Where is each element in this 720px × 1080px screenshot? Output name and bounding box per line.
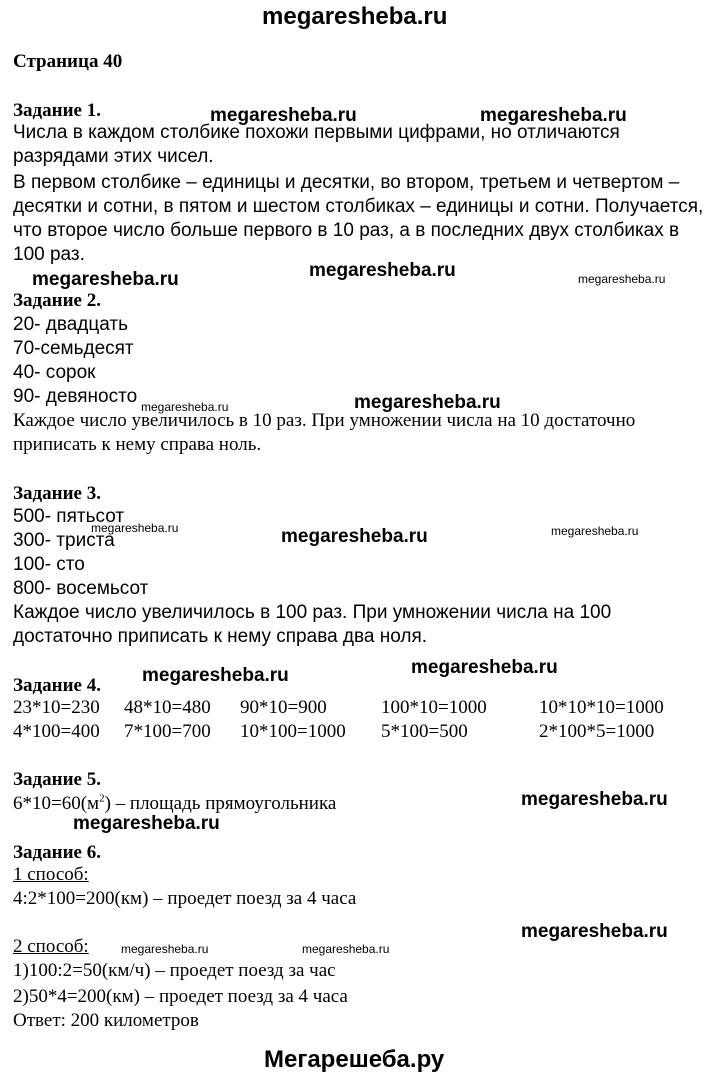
task1-line: разрядами этих чисел.	[13, 146, 214, 167]
task4-cell: 4*100=400	[13, 721, 100, 742]
task3-line: Каждое число увеличилось в 100 раз. При умножении числа на 100	[13, 602, 612, 623]
task3-line: достаточно приписать к нему справа два ноля.	[13, 626, 428, 647]
task6-way2: 2 способ:	[13, 936, 89, 957]
task4-cell: 10*100=1000	[240, 721, 346, 742]
watermark: megaresheba.ru	[32, 269, 179, 290]
task2-item: 90- девяносто	[13, 386, 138, 407]
task1-line: В первом столбике – единицы и десятки, во втором, третьем и четвертом –	[13, 172, 680, 193]
task3-item: 100- сто	[13, 554, 85, 575]
task4-cell: 5*100=500	[381, 721, 468, 742]
task2-item: 70-семьдесят	[13, 338, 134, 359]
task6-answer: Ответ: 200 километров	[13, 1010, 199, 1031]
task1-line: 100 раз.	[13, 244, 85, 265]
watermark: megaresheba.ru	[73, 813, 220, 834]
task3-item: 500- пятьсот	[13, 506, 125, 527]
site-header: megaresheba.ru	[262, 3, 448, 30]
task1-line: десятки и сотни, в пятом и шестом столбиках – единицы и сотни. Получается,	[13, 196, 704, 217]
task4-cell: 48*10=480	[124, 697, 211, 718]
task1-title: Задание 1.	[13, 100, 101, 121]
task6-title: Задание 6.	[13, 842, 101, 863]
watermark: megaresheba.ru	[142, 665, 289, 686]
watermark-small: megaresheba.ru	[91, 521, 179, 535]
task4-cell: 100*10=1000	[381, 697, 487, 718]
task6-way1-line: 4:2*100=200(км) – проедет поезд за 4 часа	[13, 888, 357, 909]
task5-expr: 6*10=60(м	[13, 793, 100, 814]
task2-title: Задание 2.	[13, 290, 101, 311]
task4-cell: 7*100=700	[124, 721, 211, 742]
watermark: megaresheba.ru	[521, 789, 668, 810]
task5-line	[13, 792, 336, 815]
task5-title: Задание 5.	[13, 769, 101, 790]
task3-item: 300- триста	[13, 530, 115, 551]
task4-cell: 23*10=230	[13, 697, 100, 718]
task6-way2-line: 2)50*4=200(км) – проедет поезд за 4 часа	[13, 986, 348, 1007]
task4-title: Задание 4.	[13, 675, 101, 696]
task6-way2-line: 1)100:2=50(км/ч) – проедет поезд за час	[13, 960, 336, 981]
watermark: megaresheba.ru	[411, 657, 558, 678]
task5-sup: 2	[99, 792, 105, 805]
watermark: megaresheba.ru	[354, 392, 501, 413]
task4-cell: 10*10*10=1000	[539, 697, 664, 718]
watermark-small: megaresheba.ru	[302, 942, 390, 956]
task6-way1: 1 способ:	[13, 864, 89, 885]
watermark-small: megaresheba.ru	[551, 524, 639, 538]
page-title: Страница 40	[13, 51, 123, 72]
watermark-small: megaresheba.ru	[578, 272, 666, 286]
task1-line: что второе число больше первого в 10 раз, а в последних двух столбиках в	[13, 220, 680, 241]
task4-cell: 2*100*5=1000	[539, 721, 655, 742]
task4-cell: 90*10=900	[240, 697, 327, 718]
watermark: megaresheba.ru	[480, 105, 627, 126]
site-footer: Мегарешеба.ру	[264, 1046, 445, 1073]
watermark-small: megaresheba.ru	[121, 942, 209, 956]
task3-title: Задание 3.	[13, 483, 101, 504]
task2-line: Каждое число увеличилось в 10 раз. При умножении числа на 10 достаточно	[13, 410, 636, 431]
task5-rest: ) – площадь прямоугольника	[104, 793, 337, 814]
watermark-small: megaresheba.ru	[141, 400, 229, 414]
task2-item: 20- двадцать	[13, 314, 128, 335]
watermark: megaresheba.ru	[210, 105, 357, 126]
watermark: megaresheba.ru	[309, 260, 456, 281]
watermark: megaresheba.ru	[521, 921, 668, 942]
task2-item: 40- сорок	[13, 362, 96, 383]
task3-item: 800- восемьсот	[13, 578, 149, 599]
task2-line: приписать к нему справа ноль.	[13, 434, 262, 455]
task1-line: Числа в каждом столбике похожи первыми цифрами, но отличаются	[13, 122, 620, 143]
watermark: megaresheba.ru	[281, 526, 428, 547]
